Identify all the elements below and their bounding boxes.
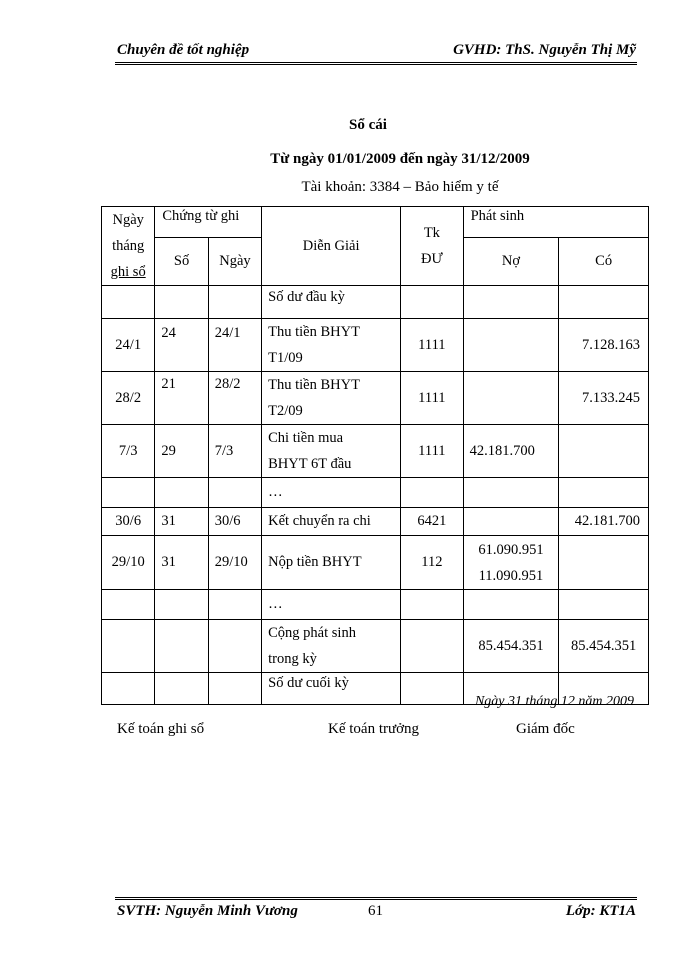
cell-description-line2: T1/09 (268, 350, 303, 366)
cell-voucher-no: 21 (155, 372, 208, 425)
signature-chief-accountant: Kế toán trưởng (328, 721, 420, 737)
cell-voucher-date (208, 590, 261, 620)
cell-account: 1111 (401, 319, 463, 372)
table-row (102, 372, 649, 425)
cell-debit (463, 478, 559, 508)
cell-voucher-no: 31 (155, 508, 208, 536)
cell-credit: 85.454.351 (559, 620, 649, 673)
header-divider (115, 62, 637, 65)
table-row (102, 425, 649, 478)
cell-debit (463, 508, 559, 536)
cell-voucher-date (208, 286, 261, 319)
cell-account: 1111 (401, 425, 463, 478)
cell-description (262, 620, 401, 673)
cell-debit (463, 536, 559, 590)
header-voucher-date: Ngày (208, 237, 261, 285)
cell-date: 28/2 (102, 372, 155, 425)
cell-credit (559, 286, 649, 319)
header-arising: Phát sinh (463, 207, 648, 238)
cell-debit-line1: 61.090.951 (478, 541, 544, 558)
cell-description: … (262, 478, 401, 508)
cell-description-line1: Chi tiền mua (268, 430, 344, 446)
header-date-line2: tháng (112, 238, 145, 254)
header-description: Diễn Giải (262, 207, 401, 286)
cell-credit (559, 478, 649, 508)
cell-voucher-date: 24/1 (208, 319, 261, 372)
cell-description: Số dư cuối kỳ (262, 673, 401, 705)
cell-date (102, 590, 155, 620)
cell-date: 29/10 (102, 536, 155, 590)
cell-debit (463, 319, 559, 372)
cell-voucher-no (155, 286, 208, 319)
cell-voucher-no: 24 (155, 319, 208, 372)
cell-voucher-no (155, 478, 208, 508)
header-account-line1: Tk (423, 225, 440, 241)
cell-date (102, 478, 155, 508)
cell-description (262, 425, 401, 478)
page-number: 61 (368, 903, 383, 919)
header-debit: Nợ (463, 237, 559, 285)
cell-credit: 7.133.245 (559, 372, 649, 425)
cell-date: 30/6 (102, 508, 155, 536)
cell-account: 1111 (401, 372, 463, 425)
cell-debit: 42.181.700 (463, 425, 559, 478)
cell-description: Kết chuyển ra chi (262, 508, 401, 536)
ledger-title: Sổ cái (349, 117, 387, 133)
header-voucher: Chứng từ ghi (155, 207, 262, 238)
table-row (102, 286, 649, 319)
header-account-line2: ĐƯ (421, 251, 443, 267)
header-credit: Có (559, 237, 649, 285)
cell-credit (559, 425, 649, 478)
cell-voucher-date: 28/2 (208, 372, 261, 425)
cell-debit (463, 372, 559, 425)
cell-account (401, 673, 463, 705)
cell-description (262, 319, 401, 372)
signature-director: Giám đốc (516, 721, 575, 737)
cell-description-line2: BHYT 6T đầu (268, 456, 352, 472)
cell-voucher-date: 30/6 (208, 508, 261, 536)
cell-credit (559, 590, 649, 620)
footer-divider (115, 897, 637, 900)
cell-voucher-no (155, 620, 208, 673)
cell-debit: 85.454.351 (463, 620, 559, 673)
header-left-title: Chuyên đề tốt nghiệp (117, 42, 250, 58)
ledger-period: Từ ngày 01/01/2009 đến ngày 31/12/2009 (270, 151, 530, 167)
cell-description (262, 372, 401, 425)
cell-voucher-date (208, 478, 261, 508)
cell-date: 7/3 (102, 425, 155, 478)
cell-voucher-no: 31 (155, 536, 208, 590)
header-date (102, 207, 155, 286)
header-date-line1: Ngày (112, 212, 144, 228)
footer-class: Lớp: KT1A (565, 903, 636, 919)
header-date-line3: ghi sổ (110, 264, 146, 280)
cell-date (102, 620, 155, 673)
cell-description-line2: trong kỳ (268, 651, 317, 667)
cell-description-line2: T2/09 (268, 403, 303, 419)
cell-voucher-no (155, 673, 208, 705)
cell-voucher-date: 29/10 (208, 536, 261, 590)
cell-account (401, 286, 463, 319)
cell-voucher-no: 29 (155, 425, 208, 478)
cell-account: 6421 (401, 508, 463, 536)
cell-description-line1: Thu tiền BHYT (268, 377, 360, 393)
footer-student: SVTH: Nguyễn Minh Vương (117, 903, 298, 919)
cell-account (401, 590, 463, 620)
table-row (102, 620, 649, 673)
signature-bookkeeper: Kế toán ghi sổ (117, 721, 205, 737)
header-account (401, 207, 463, 286)
cell-voucher-no (155, 590, 208, 620)
cell-account (401, 620, 463, 673)
cell-debit (463, 286, 559, 319)
ledger-account: Tài khoản: 3384 – Bảo hiểm y tế (301, 179, 499, 195)
table-row (102, 508, 649, 536)
cell-description-line1: Thu tiền BHYT (268, 324, 360, 340)
table-row (102, 319, 649, 372)
cell-account (401, 478, 463, 508)
cell-voucher-date (208, 673, 261, 705)
ledger-table (101, 206, 649, 705)
cell-description: … (262, 590, 401, 620)
cell-debit-line2: 11.090.951 (478, 567, 544, 584)
cell-date: 24/1 (102, 319, 155, 372)
cell-credit: 7.128.163 (559, 319, 649, 372)
cell-voucher-date (208, 620, 261, 673)
cell-description: Nộp tiền BHYT (262, 536, 401, 590)
table-row (102, 590, 649, 620)
cell-debit (463, 590, 559, 620)
cell-credit (559, 536, 649, 590)
table-row (102, 536, 649, 590)
header-voucher-no: Số (155, 237, 208, 285)
cell-date (102, 286, 155, 319)
cell-credit: 42.181.700 (559, 508, 649, 536)
table-row (102, 478, 649, 508)
signing-date: Ngày 31 tháng 12 năm 2009 (474, 694, 634, 709)
cell-account: 112 (401, 536, 463, 590)
cell-description-line1: Cộng phát sinh (268, 625, 356, 641)
header-supervisor: GVHD: ThS. Nguyễn Thị Mỹ (453, 42, 636, 58)
cell-date (102, 673, 155, 705)
cell-description: Số dư đầu kỳ (262, 286, 401, 319)
cell-voucher-date: 7/3 (208, 425, 261, 478)
